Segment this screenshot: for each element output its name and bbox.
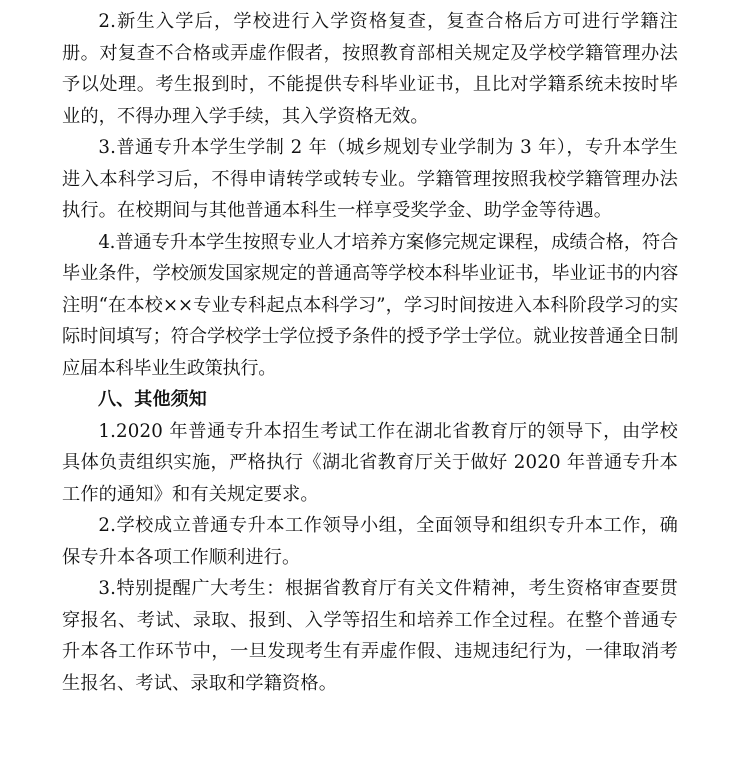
paragraph-special-reminder: 3.特别提醒广大考生：根据省教育厅有关文件精神，考生资格审查要贯穿报名、考试、录取、报到、入学等招生和培养工作全过程。在整个普通专升本各工作环节中，一旦发现考生有弄虚作假、违规违纪行为，一律取消考生报名、考试、录取和学籍资格。 bbox=[62, 578, 678, 694]
paragraph-enrollment-review: 2.新生入学后，学校进行入学资格复查，复查合格后方可进行学籍注册。对复查不合格或弄虚作假者，按照教育部相关规定及学校学籍管理办法予以处理。考生报到时，不能提供专科毕业证书，且比对学籍系统未按时毕业的，不得办理入学手续，其入学资格无效。 bbox=[62, 11, 678, 127]
paragraph-study-duration: 3.普通专升本学生学制 2 年（城乡规划专业学制为 3 年），专升本学生进入本科学习后，不得申请转学或转专业。学籍管理按照我校学籍管理办法执行。在校期间与其他普通本科生一样享受奖学金、助学金等待遇。 bbox=[62, 137, 678, 221]
section-heading: 八、其他须知 bbox=[98, 389, 207, 410]
paragraph-exam-organization: 1.2020 年普通专升本招生考试工作在湖北省教育厅的领导下，由学校具体负责组织实施，严格执行《湖北省教育厅关于做好 2020 年普通专升本工作的通知》和有关规定要求。 bbox=[62, 420, 678, 505]
document-page bbox=[62, 6, 678, 699]
paragraph-graduation-certificate: 4.普通专升本学生按照专业人才培养方案修完规定课程，成绩合格，符合毕业条件，学校颁发国家规定的普通高等学校本科毕业证书，毕业证书的内容注明“在本校××专业专科起点本科学习”，学习时间按进入本科阶段学习的实际时间填写；符合学校学士学位授予条件的授予学士学位。就业按普通全日制应届本科毕业生政策执行。 bbox=[62, 231, 678, 379]
paragraph-leadership-group: 2.学校成立普通专升本工作领导小组，全面领导和组织专升本工作，确保专升本各项工作顺利进行。 bbox=[62, 515, 678, 568]
